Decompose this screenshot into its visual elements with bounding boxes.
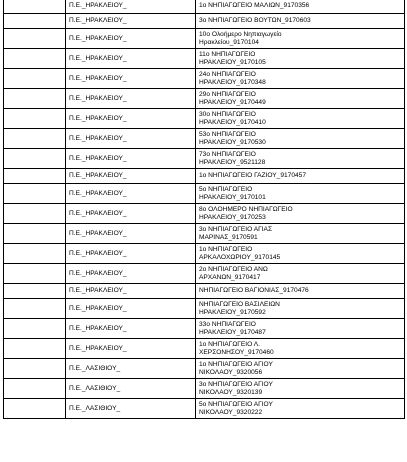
- school-name-line: ΝΗΠΙΑΓΩΓΕΙΟ ΒΑΣΙΛΕΙΩΝ: [199, 300, 280, 308]
- school-name-line: 5ο ΝΗΠΙΑΓΩΓΕΙΟ ΑΓΙΟΥ: [199, 400, 273, 408]
- table-row: [4, 299, 405, 319]
- region-cell: Π.Ε._ΗΡΑΚΛΕΙΟΥ_: [66, 339, 196, 359]
- school-name-line: 3ο ΝΗΠΙΑΓΩΓΕΙΟ ΒΟΥΤΩΝ_9170603: [199, 17, 311, 24]
- school-cell: [196, 264, 405, 284]
- school-cell: [196, 204, 405, 224]
- school-cell: [196, 129, 405, 149]
- region-cell: Π.Ε._ΗΡΑΚΛΕΙΟΥ_: [66, 0, 196, 14]
- region-cell: Π.Ε._ΗΡΑΚΛΕΙΟΥ_: [66, 204, 196, 224]
- region-cell: Π.Ε._ΛΑΣΙΘΙΟΥ_: [66, 379, 196, 399]
- table-row: [4, 284, 405, 299]
- school-name-line: 29ο ΝΗΠΙΑΓΩΓΕΙΟ: [199, 90, 256, 98]
- region-cell: Π.Ε._ΗΡΑΚΛΕΙΟΥ_: [66, 299, 196, 319]
- region-cell: Π.Ε._ΗΡΑΚΛΕΙΟΥ_: [66, 49, 196, 69]
- school-name-line: ΝΗΠΙΑΓΩΓΕΙΟ ΒΑΓΙΟΝΙΑΣ_9170476: [199, 287, 309, 294]
- school-name-line: 1ο ΝΗΠΙΑΓΩΓΕΙΟ: [199, 245, 253, 253]
- table-row: [4, 14, 405, 29]
- school-name-line: ΗΡΑΚΛΕΙΟΥ_9170449: [199, 98, 266, 106]
- schools-table: [3, 0, 405, 419]
- table-row: [4, 224, 405, 244]
- table-row: [4, 399, 405, 419]
- blank-cell: [4, 0, 66, 14]
- blank-cell: [4, 149, 66, 169]
- school-cell: [196, 339, 405, 359]
- school-name-line: ΗΡΑΚΛΕΙΟΥ_9170348: [199, 78, 266, 86]
- region-cell: Π.Ε._ΗΡΑΚΛΕΙΟΥ_: [66, 284, 196, 299]
- school-name-line: 73ο ΝΗΠΙΑΓΩΓΕΙΟ: [199, 150, 256, 158]
- table-row: [4, 204, 405, 224]
- region-cell: Π.Ε._ΗΡΑΚΛΕΙΟΥ_: [66, 29, 196, 49]
- blank-cell: [4, 379, 66, 399]
- school-name-line: 10ο Ολοήμερο Νηπιαγωγείο: [199, 30, 282, 38]
- school-cell: [196, 244, 405, 264]
- table-row: [4, 379, 405, 399]
- school-name-line: ΝΙΚΟΛΑΟΥ_9320139: [199, 388, 263, 396]
- school-name-line: 53ο ΝΗΠΙΑΓΩΓΕΙΟ: [199, 130, 256, 138]
- blank-cell: [4, 224, 66, 244]
- school-name-line: ΗΡΑΚΛΕΙΟΥ_9170592: [199, 308, 266, 316]
- school-name-line: ΗΡΑΚΛΕΙΟΥ_9170410: [199, 118, 266, 126]
- school-name-line: ΧΕΡΣΟΝΗΣΟΥ_9170460: [199, 348, 274, 356]
- blank-cell: [4, 89, 66, 109]
- blank-cell: [4, 109, 66, 129]
- region-cell: Π.Ε._ΗΡΑΚΛΕΙΟΥ_: [66, 129, 196, 149]
- school-cell: [196, 184, 405, 204]
- school-cell: [196, 399, 405, 419]
- school-cell: [196, 89, 405, 109]
- table-row: [4, 29, 405, 49]
- school-name-line: ΗΡΑΚΛΕΙΟΥ_9170530: [199, 138, 266, 146]
- school-cell: [196, 224, 405, 244]
- school-name-line: ΗΡΑΚΛΕΙΟΥ_9170105: [199, 58, 266, 66]
- table-row: [4, 319, 405, 339]
- school-cell: [196, 359, 405, 379]
- school-cell: [196, 0, 405, 14]
- school-cell: [196, 169, 405, 184]
- school-cell: [196, 29, 405, 49]
- schools-table-body: [4, 0, 405, 419]
- school-cell: [196, 149, 405, 169]
- table-row: [4, 244, 405, 264]
- school-name-line: ΝΙΚΟΛΑΟΥ_9320056: [199, 368, 263, 376]
- blank-cell: [4, 49, 66, 69]
- school-name-line: 11ο ΝΗΠΙΑΓΩΓΕΙΟ: [199, 50, 256, 58]
- region-cell: Π.Ε._ΗΡΑΚΛΕΙΟΥ_: [66, 69, 196, 89]
- table-row: [4, 129, 405, 149]
- region-cell: Π.Ε._ΛΑΣΙΘΙΟΥ_: [66, 359, 196, 379]
- school-cell: [196, 14, 405, 29]
- blank-cell: [4, 14, 66, 29]
- school-cell: [196, 49, 405, 69]
- school-name-line: ΜΑΡΙΝΑΣ_9170591: [199, 233, 258, 241]
- region-cell: Π.Ε._ΗΡΑΚΛΕΙΟΥ_: [66, 169, 196, 184]
- blank-cell: [4, 399, 66, 419]
- region-cell: Π.Ε._ΛΑΣΙΘΙΟΥ_: [66, 399, 196, 419]
- region-cell: Π.Ε._ΗΡΑΚΛΕΙΟΥ_: [66, 184, 196, 204]
- blank-cell: [4, 299, 66, 319]
- table-row: [4, 89, 405, 109]
- school-name-line: 24ο ΝΗΠΙΑΓΩΓΕΙΟ: [199, 70, 256, 78]
- blank-cell: [4, 204, 66, 224]
- school-name-line: 1ο ΝΗΠΙΑΓΩΓΕΙΟ ΑΓΙΟΥ: [199, 360, 273, 368]
- blank-cell: [4, 129, 66, 149]
- table-row: [4, 109, 405, 129]
- school-name-line: 3ο ΝΗΠΙΑΓΩΓΕΙΟ ΑΓΙΑΣ: [199, 225, 273, 233]
- school-name-line: 1ο ΝΗΠΙΑΓΩΓΕΙΟ ΜΑΛΙΩΝ_9170356: [199, 2, 310, 9]
- school-name-line: ΝΙΚΟΛΑΟΥ_9320222: [199, 408, 263, 416]
- school-name-line: ΗΡΑΚΛΕΙΟΥ_9170487: [199, 328, 266, 336]
- school-name-line: 1ο ΝΗΠΙΑΓΩΓΕΙΟ ΓΑΖΙΟΥ_9170457: [199, 172, 306, 179]
- blank-cell: [4, 69, 66, 89]
- school-cell: [196, 319, 405, 339]
- blank-cell: [4, 359, 66, 379]
- blank-cell: [4, 339, 66, 359]
- region-cell: Π.Ε._ΗΡΑΚΛΕΙΟΥ_: [66, 264, 196, 284]
- table-row: [4, 339, 405, 359]
- region-cell: Π.Ε._ΗΡΑΚΛΕΙΟΥ_: [66, 14, 196, 29]
- school-cell: [196, 379, 405, 399]
- blank-cell: [4, 169, 66, 184]
- blank-cell: [4, 244, 66, 264]
- table-row: [4, 264, 405, 284]
- region-cell: Π.Ε._ΗΡΑΚΛΕΙΟΥ_: [66, 89, 196, 109]
- school-name-line: 2ο ΝΗΠΙΑΓΩΓΕΙΟ ΑΝΩ: [199, 265, 268, 273]
- blank-cell: [4, 319, 66, 339]
- table-row: [4, 359, 405, 379]
- school-name-line: 3ο ΝΗΠΙΑΓΩΓΕΙΟ ΑΓΙΟΥ: [199, 380, 273, 388]
- region-cell: Π.Ε._ΗΡΑΚΛΕΙΟΥ_: [66, 109, 196, 129]
- school-cell: [196, 284, 405, 299]
- school-name-line: ΗΡΑΚΛΕΙΟΥ_9170253: [199, 213, 266, 221]
- table-row: [4, 69, 405, 89]
- school-name-line: Ηρακλείου_9170104: [199, 38, 259, 46]
- school-name-line: 33ο ΝΗΠΙΑΓΩΓΕΙΟ: [199, 320, 256, 328]
- blank-cell: [4, 29, 66, 49]
- school-name-line: ΑΡΧΑΝΩΝ_9170417: [199, 273, 261, 281]
- school-cell: [196, 69, 405, 89]
- school-name-line: ΑΡΚΑΛΟΧΩΡΙΟΥ_9170145: [199, 253, 281, 261]
- region-cell: Π.Ε._ΗΡΑΚΛΕΙΟΥ_: [66, 319, 196, 339]
- school-name-line: 30ο ΝΗΠΙΑΓΩΓΕΙΟ: [199, 110, 256, 118]
- school-name-line: 5ο ΝΗΠΙΑΓΩΓΕΙΟ: [199, 185, 253, 193]
- school-name-line: ΗΡΑΚΛΕΙΟΥ_9170101: [199, 193, 266, 201]
- blank-cell: [4, 184, 66, 204]
- school-name-line: 1ο ΝΗΠΙΑΓΩΓΕΙΟ Λ.: [199, 340, 260, 348]
- region-cell: Π.Ε._ΗΡΑΚΛΕΙΟΥ_: [66, 224, 196, 244]
- blank-cell: [4, 284, 66, 299]
- region-cell: Π.Ε._ΗΡΑΚΛΕΙΟΥ_: [66, 244, 196, 264]
- table-row: [4, 184, 405, 204]
- table-row: [4, 49, 405, 69]
- region-cell: Π.Ε._ΗΡΑΚΛΕΙΟΥ_: [66, 149, 196, 169]
- school-name-line: ΗΡΑΚΛΕΙΟΥ_9521128: [199, 158, 266, 166]
- table-row: [4, 149, 405, 169]
- school-name-line: 8ο ΟΛΟΗΜΕΡΟ ΝΗΠΙΑΓΩΓΕΙΟ: [199, 205, 293, 213]
- school-cell: [196, 299, 405, 319]
- table-row: [4, 0, 405, 14]
- blank-cell: [4, 264, 66, 284]
- school-cell: [196, 109, 405, 129]
- table-row: [4, 169, 405, 184]
